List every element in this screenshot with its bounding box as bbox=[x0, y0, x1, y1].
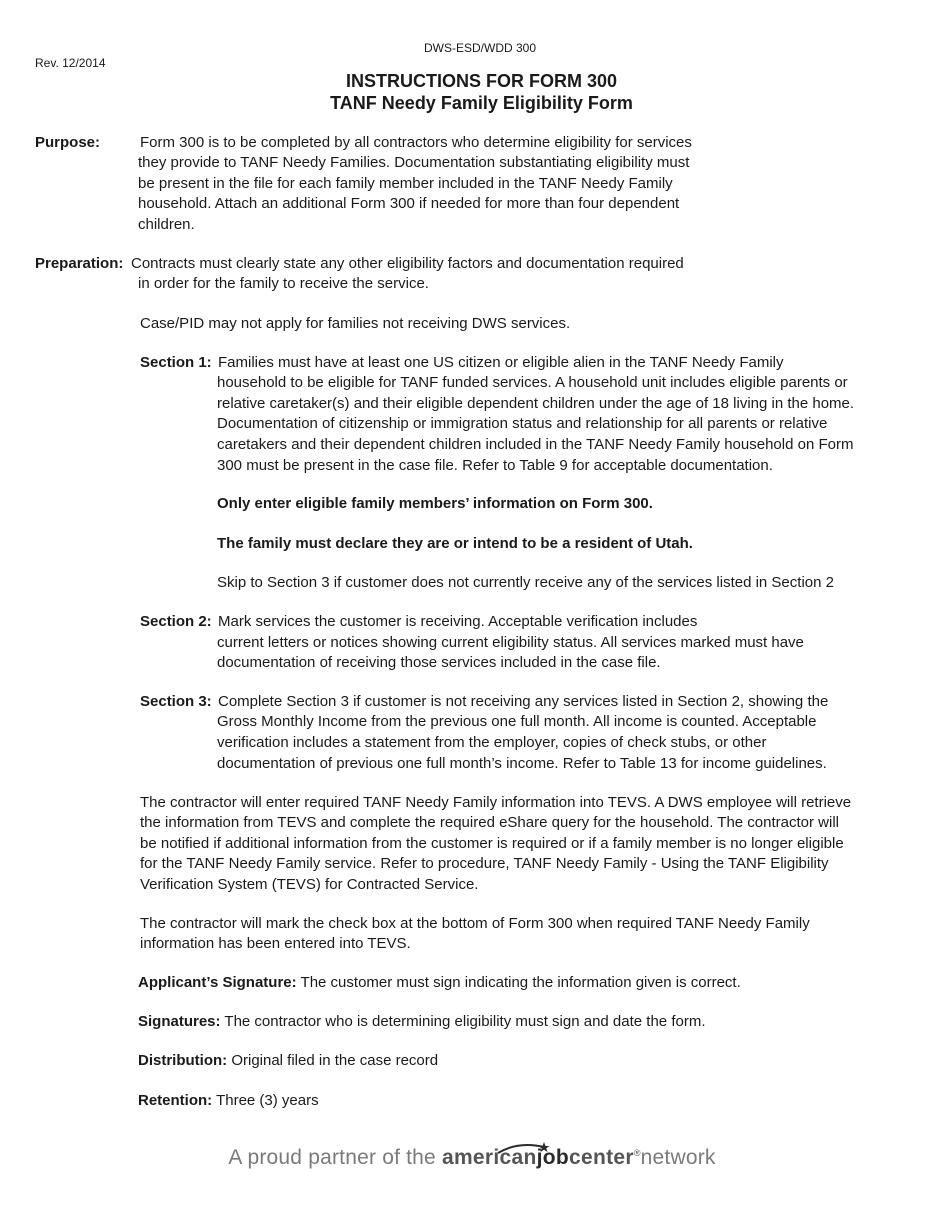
revision-date: Rev. 12/2014 bbox=[35, 56, 106, 70]
retention-row bbox=[138, 1091, 319, 1112]
footer-brand-american: american bbox=[441, 1146, 537, 1169]
section2-label: Section 2: bbox=[140, 613, 212, 630]
preparation-line: in order for the family to receive the service. bbox=[138, 275, 429, 292]
applicant-signature-label: Applicant’s Signature: bbox=[138, 974, 297, 991]
applicant-signature-row bbox=[138, 973, 741, 994]
signatures-label: Signatures: bbox=[138, 1013, 221, 1030]
footer-partner-logo bbox=[0, 1146, 944, 1170]
section3-label: Section 3: bbox=[140, 693, 212, 710]
utah-residency-note: The family must declare they are or intend to be a resident of Utah. bbox=[217, 535, 693, 552]
retention-text: Three (3) years bbox=[216, 1092, 319, 1109]
checkbox-note-line: information has been entered into TEVS. bbox=[140, 935, 411, 952]
section2-line: Mark services the customer is receiving. Acceptable verification includes bbox=[218, 613, 698, 630]
checkbox-note-line: The contractor will mark the check box at the bottom of Form 300 when required TANF Needy Family bbox=[140, 915, 810, 932]
section1-line: relative caretaker(s) and their eligible dependent children under the age of 18 living in the home. bbox=[217, 395, 855, 412]
section1-line: Documentation of citizenship or immigration status and relationship for all parents or relative bbox=[217, 415, 828, 432]
purpose-line: they provide to TANF Needy Families. Documentation substantiating eligibility must bbox=[138, 154, 690, 171]
section2-line: current letters or notices showing current eligibility status. All services marked must have bbox=[217, 634, 804, 651]
registered-mark-icon: ® bbox=[633, 1148, 641, 1158]
section1-line: caretakers and their dependent children included in the TANF Needy Family household on Form bbox=[217, 436, 854, 453]
section1-line: Families must have at least one US citizen or eligible alien in the TANF Needy Family bbox=[218, 354, 784, 371]
contractor-entry-line: be notified if additional information from the customer is required or if a family member is no longer eligible bbox=[140, 835, 844, 852]
page-title: INSTRUCTIONS FOR FORM 300 bbox=[345, 71, 618, 91]
skip-note: Skip to Section 3 if customer does not currently receive any of the services listed in Section 2 bbox=[217, 574, 834, 591]
contractor-entry-line: the information from TEVS and complete the required eShare query for the household. The contractor will bbox=[140, 814, 839, 831]
signatures-row bbox=[138, 1012, 705, 1033]
section3-line: documentation of previous one full month’s income. Refer to Table 13 for income guidelines. bbox=[217, 755, 827, 772]
section3-line: verification includes a statement from the employer, copies of check stubs, or other bbox=[217, 734, 767, 751]
contractor-entry-line: for the TANF Needy Family service. Refer to procedure, TANF Needy Family - Using the TANF Eligibility bbox=[140, 855, 829, 872]
preparation-label: Preparation: bbox=[35, 255, 124, 272]
retention-label: Retention: bbox=[138, 1092, 213, 1109]
signatures-text: The contractor who is determining eligibility must sign and date the form. bbox=[224, 1013, 706, 1030]
section1-line: household to be eligible for TANF funded services. A household unit includes eligible parents or bbox=[217, 374, 848, 391]
section3-line: Complete Section 3 if customer is not receiving any services listed in Section 2, showing the bbox=[218, 693, 829, 710]
distribution-label: Distribution: bbox=[138, 1052, 228, 1069]
purpose-line: Form 300 is to be completed by all contractors who determine eligibility for services bbox=[140, 134, 692, 151]
applicant-signature-text: The customer must sign indicating the information given is correct. bbox=[300, 974, 741, 991]
section1-label: Section 1: bbox=[140, 354, 212, 371]
purpose-label: Purpose: bbox=[35, 134, 101, 151]
preparation-line: Contracts must clearly state any other eligibility factors and documentation required bbox=[131, 255, 684, 272]
purpose-line: be present in the file for each family member included in the TANF Needy Family bbox=[138, 175, 673, 192]
section3-line: Gross Monthly Income from the previous one full month. All income is counted. Acceptable bbox=[217, 713, 817, 730]
distribution-text: Original filed in the case record bbox=[231, 1052, 439, 1069]
footer-suffix: network bbox=[640, 1146, 716, 1169]
page-subtitle: TANF Needy Family Eligibility Form bbox=[330, 93, 633, 113]
contractor-entry-line: Verification System (TEVS) for Contracted Service. bbox=[140, 876, 479, 893]
purpose-line: children. bbox=[138, 216, 195, 233]
contractor-entry-line: The contractor will enter required TANF Needy Family information into TEVS. A DWS employee will retrieve bbox=[140, 794, 852, 811]
section2-line: documentation of receiving those services included in the case file. bbox=[217, 654, 661, 671]
section1-line: 300 must be present in the case file. Refer to Table 9 for acceptable documentation. bbox=[217, 457, 773, 474]
case-pid-note: Case/PID may not apply for families not receiving DWS services. bbox=[140, 315, 571, 332]
purpose-line: household. Attach an additional Form 300 if needed for more than four dependent bbox=[138, 195, 680, 212]
eligible-members-note: Only enter eligible family members’ information on Form 300. bbox=[217, 495, 653, 512]
form-code: DWS-ESD/WDD 300 bbox=[424, 41, 537, 55]
footer-prefix: A proud partner of the bbox=[228, 1146, 442, 1169]
distribution-row bbox=[138, 1051, 438, 1072]
footer-brand-job: job bbox=[536, 1146, 569, 1169]
footer-brand-center: center bbox=[568, 1146, 634, 1169]
